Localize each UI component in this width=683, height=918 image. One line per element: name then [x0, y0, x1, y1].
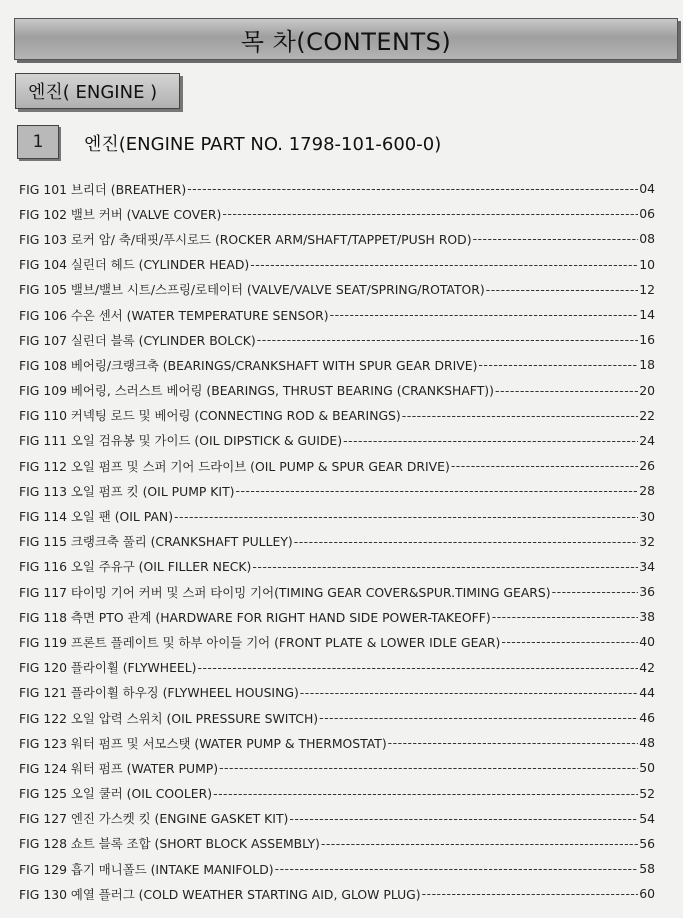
toc-entry[interactable] [19, 302, 655, 327]
toc-entry-title: FIG 125 오일 쿨러 (OIL COOLER) [19, 786, 213, 802]
toc-entry[interactable] [19, 629, 655, 654]
dot-leader [330, 307, 639, 322]
toc-entry[interactable] [19, 554, 655, 579]
toc-entry[interactable] [19, 378, 655, 403]
toc-entry-page: 18 [639, 357, 655, 373]
toc-entry-page: 40 [639, 634, 655, 650]
dot-leader [235, 483, 638, 498]
toc-entry-title: FIG 127 엔진 가스켓 킷 (ENGINE GASKET KIT) [19, 811, 289, 827]
dot-leader [275, 861, 639, 876]
toc-entry[interactable] [19, 604, 655, 629]
toc-entry[interactable] [19, 252, 655, 277]
part-title: 엔진(ENGINE PART NO. 1798-101-600-0) [84, 134, 442, 155]
dot-leader [492, 609, 639, 624]
dot-leader [321, 836, 638, 851]
dot-leader [402, 408, 638, 423]
dot-leader [478, 357, 638, 372]
toc-entry-title: FIG 112 오일 펌프 및 스퍼 기어 드라이브 (OIL PUMP & SPUR GEAR DRIVE) [19, 458, 450, 474]
toc-entry-title: FIG 110 커넥팅 로드 및 베어링 (CONNECTING ROD & BEARINGS) [19, 408, 401, 424]
toc-entry-page: 28 [639, 483, 655, 499]
dot-leader [257, 332, 638, 347]
toc-entry-page: 54 [639, 810, 655, 826]
toc-entry-page: 26 [639, 458, 655, 474]
toc-entry-title: FIG 122 오일 압력 스위치 (OIL PRESSURE SWITCH) [19, 710, 319, 726]
toc-entry-title: FIG 118 측면 PTO 관계 (HARDWARE FOR RIGHT HAND SIDE POWER-TAKEOFF) [19, 609, 491, 625]
toc-entry[interactable] [19, 403, 655, 428]
toc-entry[interactable] [19, 856, 655, 881]
page-title: 목 차(CONTENTS) [240, 27, 452, 56]
toc-entry[interactable] [19, 277, 655, 302]
toc-entry-title: FIG 102 밸브 커버 (VALVE COVER) [19, 206, 222, 222]
toc-entry[interactable] [19, 831, 655, 856]
toc-entry-title: FIG 109 베어링, 스러스트 베어링 (BEARINGS, THRUST BEARING (CRANKSHAFT)) [19, 383, 494, 399]
toc-entry-title: FIG 103 로커 암/ 축/태핏/푸시로드 (ROCKER ARM/SHAFT/TAPPET/PUSH ROD) [19, 231, 472, 247]
dot-leader [197, 660, 638, 675]
table-of-contents [19, 176, 655, 906]
dot-leader [451, 458, 638, 473]
dot-leader [187, 181, 638, 196]
dot-leader [252, 559, 638, 574]
contents-title-bar [14, 18, 678, 60]
toc-entry-page: 04 [639, 181, 655, 197]
toc-entry-page: 50 [639, 760, 655, 776]
dot-leader [552, 584, 639, 599]
toc-entry[interactable] [19, 352, 655, 377]
section-heading [15, 73, 180, 109]
toc-entry-title: FIG 114 오일 팬 (OIL PAN) [19, 509, 174, 525]
dot-leader [250, 257, 638, 272]
toc-entry-page: 48 [639, 735, 655, 751]
toc-entry[interactable] [19, 201, 655, 226]
toc-entry-page: 44 [639, 684, 655, 700]
section-label: 엔진( ENGINE ) [28, 82, 158, 103]
dot-leader [473, 231, 639, 246]
dot-leader [343, 433, 638, 448]
toc-entry-page: 20 [639, 382, 655, 398]
toc-entry-title: FIG 128 쇼트 블록 조합 (SHORT BLOCK ASSEMBLY) [19, 836, 320, 852]
toc-entry-title: FIG 107 실린더 블록 (CYLINDER BOLCK) [19, 332, 256, 348]
toc-entry[interactable] [19, 655, 655, 680]
dot-leader [300, 685, 638, 700]
dot-leader [222, 206, 638, 221]
dot-leader [174, 509, 638, 524]
toc-entry-title: FIG 129 흡기 매니폴드 (INTAKE MANIFOLD) [19, 861, 274, 877]
dot-leader [219, 760, 638, 775]
toc-entry-title: FIG 101 브리더 (BREATHER) [19, 181, 187, 197]
toc-entry-page: 56 [639, 835, 655, 851]
toc-entry-page: 32 [639, 533, 655, 549]
toc-entry-page: 08 [639, 231, 655, 247]
toc-entry-title: FIG 119 프론트 플레이트 및 하부 아이들 기어 (FRONT PLATE & LOWER IDLE GEAR) [19, 634, 501, 650]
toc-entry[interactable] [19, 579, 655, 604]
toc-entry-title: FIG 130 예열 플러그 (COLD WEATHER STARTING AID, GLOW PLUG) [19, 886, 421, 902]
toc-entry-title: FIG 116 오일 주유구 (OIL FILLER NECK) [19, 559, 252, 575]
dot-leader [213, 786, 638, 801]
toc-entry[interactable] [19, 781, 655, 806]
toc-entry[interactable] [19, 428, 655, 453]
toc-entry-page: 34 [639, 558, 655, 574]
toc-entry-title: FIG 113 오일 펌프 킷 (OIL PUMP KIT) [19, 483, 235, 499]
toc-entry[interactable] [19, 680, 655, 705]
toc-entry-title: FIG 123 워터 펌프 및 서모스탯 (WATER PUMP & THERMOSTAT) [19, 735, 387, 751]
toc-entry[interactable] [19, 755, 655, 780]
toc-entry-page: 38 [639, 609, 655, 625]
toc-entry-page: 06 [639, 206, 655, 222]
toc-entry-title: FIG 124 워터 펌프 (WATER PUMP) [19, 760, 219, 776]
dot-leader [486, 282, 639, 297]
toc-entry-page: 24 [639, 432, 655, 448]
toc-entry[interactable] [19, 478, 655, 503]
toc-entry[interactable] [19, 806, 655, 831]
toc-entry-page: 36 [639, 584, 655, 600]
toc-entry-title: FIG 120 플라이휠 (FLYWHEEL) [19, 660, 197, 676]
dot-leader [495, 383, 638, 398]
toc-entry-page: 60 [639, 886, 655, 902]
toc-entry-title: FIG 106 수온 센서 (WATER TEMPERATURE SENSOR) [19, 307, 329, 323]
toc-entry-page: 10 [639, 256, 655, 272]
toc-entry-page: 52 [639, 785, 655, 801]
toc-entry-page: 30 [639, 508, 655, 524]
dot-leader [388, 735, 639, 750]
toc-entry-page: 12 [639, 281, 655, 297]
toc-entry[interactable] [19, 881, 655, 906]
toc-entry-title: FIG 104 실린더 헤드 (CYLINDER HEAD) [19, 257, 250, 273]
toc-entry-page: 22 [639, 407, 655, 423]
part-number-badge: 1 [17, 125, 59, 159]
toc-entry-title: FIG 115 크랭크축 풀리 (CRANKSHAFT PULLEY) [19, 534, 293, 550]
toc-entry-page: 14 [639, 307, 655, 323]
toc-entry[interactable] [19, 176, 655, 201]
toc-entry[interactable] [19, 453, 655, 478]
toc-entry-title: FIG 111 오일 검유봉 및 가이드 (OIL DIPSTICK & GUIDE) [19, 433, 343, 449]
dot-leader [289, 811, 638, 826]
toc-entry-page: 46 [639, 710, 655, 726]
dot-leader [501, 634, 638, 649]
toc-entry[interactable] [19, 705, 655, 730]
toc-entry[interactable] [19, 503, 655, 528]
dot-leader [319, 710, 638, 725]
toc-entry[interactable] [19, 327, 655, 352]
dot-leader [422, 886, 639, 901]
toc-entry[interactable] [19, 730, 655, 755]
toc-entry-title: FIG 108 베어링/크랭크축 (BEARINGS/CRANKSHAFT WITH SPUR GEAR DRIVE) [19, 357, 478, 373]
dot-leader [294, 534, 638, 549]
toc-entry-page: 42 [639, 659, 655, 675]
toc-entry-page: 58 [639, 861, 655, 877]
toc-entry-page: 16 [639, 332, 655, 348]
toc-entry-title: FIG 105 밸브/밸브 시트/스프링/로테이터 (VALVE/VALVE SEAT/SPRING/ROTATOR) [19, 282, 485, 298]
toc-entry-title: FIG 117 타이밍 기어 커버 및 스퍼 타이밍 기어(TIMING GEAR COVER&SPUR.TIMING GEARS) [19, 584, 551, 600]
toc-entry[interactable] [19, 226, 655, 251]
toc-entry-title: FIG 121 플라이휠 하우징 (FLYWHEEL HOUSING) [19, 685, 299, 701]
toc-entry[interactable] [19, 529, 655, 554]
